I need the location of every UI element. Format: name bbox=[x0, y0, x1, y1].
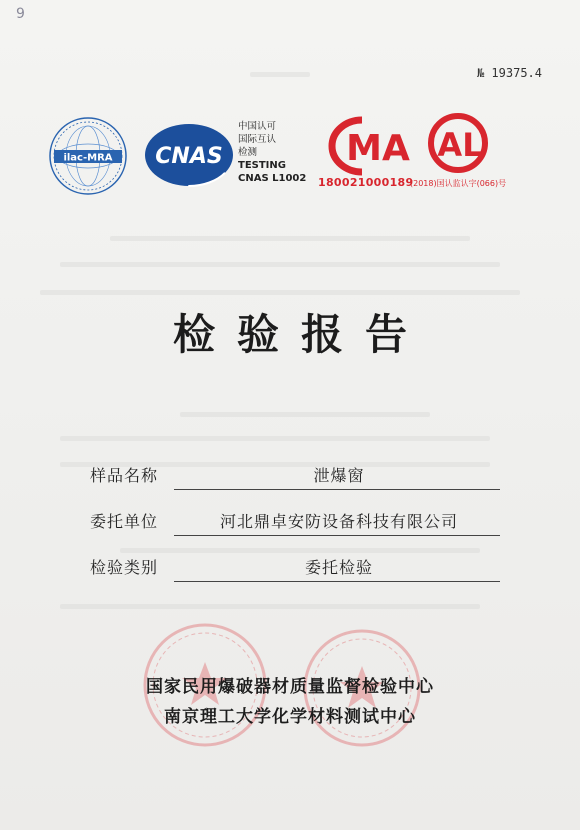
show-through-line bbox=[60, 262, 500, 267]
cnas-caption-line: 中国认可 bbox=[238, 121, 277, 132]
field-value: 委托检验 bbox=[304, 558, 373, 577]
show-through-line bbox=[180, 412, 430, 417]
show-through-line bbox=[250, 72, 310, 77]
cnas-caption bbox=[238, 120, 306, 185]
show-through-line bbox=[110, 236, 470, 241]
field-underline bbox=[174, 581, 500, 582]
handwritten-page-mark: 9 bbox=[16, 6, 25, 22]
accreditation-logo-row bbox=[0, 112, 580, 202]
field-label: 样品名称 bbox=[90, 466, 159, 485]
field-underline bbox=[174, 535, 500, 536]
cnas-text: CNAS bbox=[155, 144, 223, 169]
organization-name: 南京理工大学化学材料测试中心 bbox=[164, 707, 416, 727]
field-sample-name bbox=[90, 460, 500, 490]
cnas-caption-line: 检测 bbox=[238, 147, 258, 158]
cal-mark-icon bbox=[422, 112, 494, 174]
cma-number: 180021000189 bbox=[318, 176, 414, 189]
field-label: 检验类别 bbox=[90, 558, 159, 577]
show-through-line bbox=[60, 604, 480, 609]
organization-name: 国家民用爆破器材质量监督检验中心 bbox=[146, 677, 434, 697]
document-number: № 19375.4 bbox=[476, 66, 542, 80]
cnas-logo-icon bbox=[143, 122, 235, 188]
field-inspection-type bbox=[90, 552, 500, 582]
field-value: 河北鼎卓安防设备科技有限公司 bbox=[219, 512, 458, 531]
field-underline bbox=[174, 489, 500, 490]
cnas-caption-line: TESTING bbox=[238, 160, 286, 171]
show-through-line bbox=[60, 436, 490, 441]
report-title: 检验报告 bbox=[172, 310, 429, 359]
ilac-mra-seal-icon bbox=[48, 116, 128, 196]
field-value: 泄爆窗 bbox=[313, 466, 365, 485]
cma-text: MA bbox=[346, 128, 410, 169]
cnas-caption-line: 国际互认 bbox=[238, 134, 277, 145]
cma-mark-icon bbox=[314, 114, 414, 176]
field-label: 委托单位 bbox=[90, 512, 159, 531]
show-through-line bbox=[40, 290, 520, 295]
cal-text: AL bbox=[437, 126, 483, 164]
ilac-mra-text: ilac-MRA bbox=[63, 152, 113, 164]
cnas-caption-line: CNAS L1002 bbox=[238, 173, 307, 184]
field-client bbox=[90, 506, 500, 536]
cma-certificate-text: (2018)国认监认字(066)号 bbox=[410, 179, 507, 188]
